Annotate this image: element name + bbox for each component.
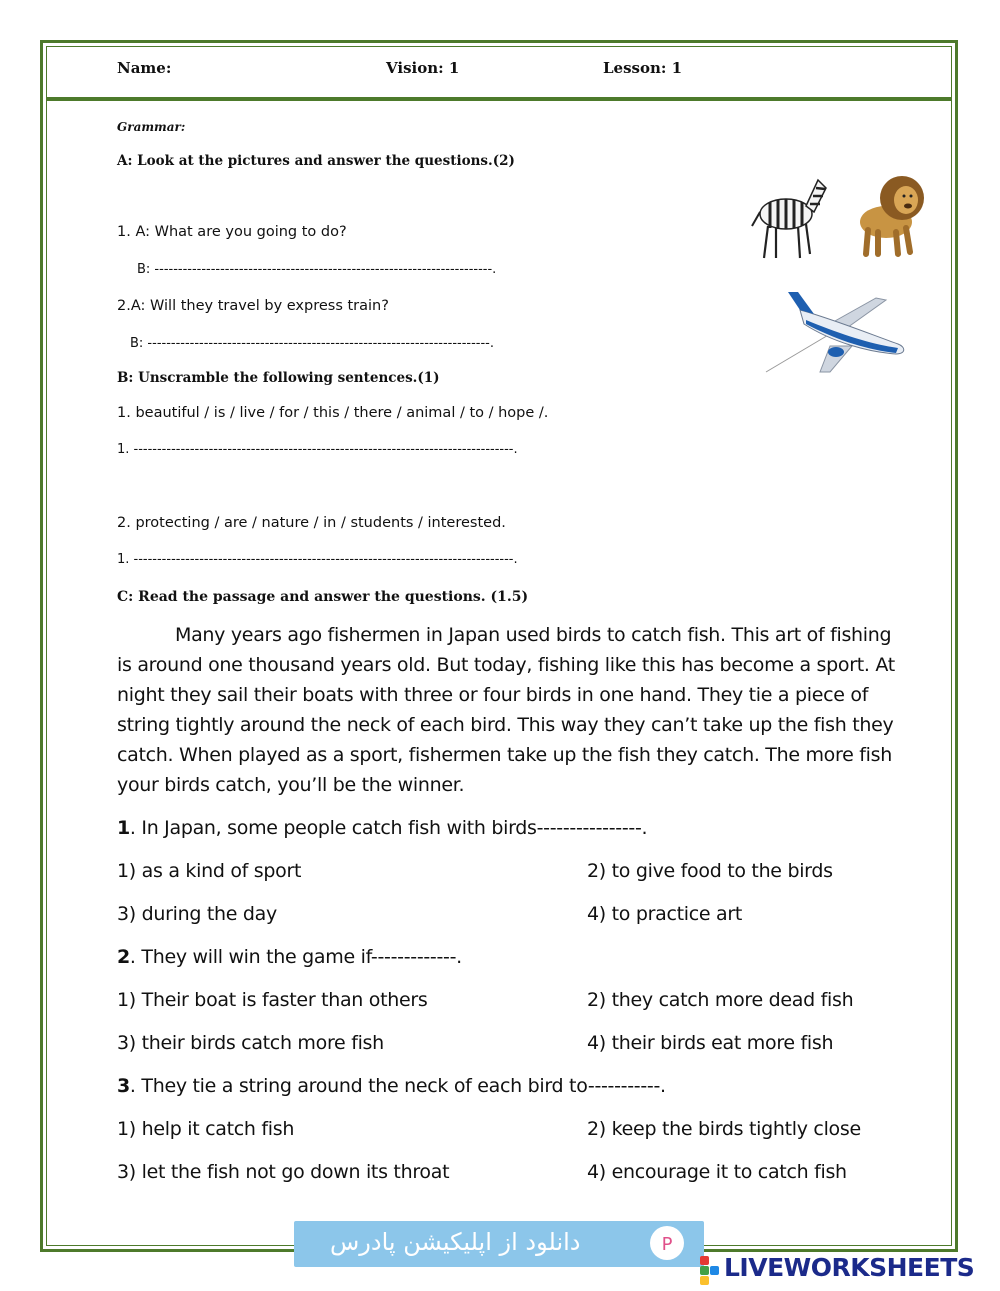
question-2 bbox=[117, 946, 462, 968]
header-divider bbox=[46, 97, 952, 101]
lion-picture bbox=[852, 172, 928, 258]
section-a-question-2: 2.A: Will they travel by express train? bbox=[117, 298, 389, 314]
question-2-number: 2 bbox=[117, 946, 130, 968]
liveworksheets-logo-icon-e bbox=[700, 1276, 709, 1285]
question-3-option-2[interactable]: 2) keep the birds tightly close bbox=[587, 1118, 861, 1140]
section-b-title: B: Unscramble the following sentences.(1) bbox=[117, 370, 440, 386]
liveworksheets-logo-icon-i bbox=[700, 1266, 709, 1275]
question-3-option-4[interactable]: 4) encourage it to catch fish bbox=[587, 1161, 847, 1183]
question-1-option-1[interactable]: 1) as a kind of sport bbox=[117, 860, 302, 882]
liveworksheets-brand: LIVEWORKSHEETS bbox=[724, 1253, 975, 1282]
section-a-title: A: Look at the pictures and answer the questions.(2) bbox=[117, 153, 515, 169]
section-c-title: C: Read the passage and answer the questions. (1.5) bbox=[117, 589, 529, 605]
section-b-sentence-1: 1. beautiful / is / live / for / this / there / animal / to / hope /. bbox=[117, 405, 549, 421]
question-1-option-2[interactable]: 2) to give food to the birds bbox=[587, 860, 833, 882]
question-1-option-3[interactable]: 3) during the day bbox=[117, 903, 277, 925]
liveworksheets-logo-icon-v bbox=[710, 1266, 719, 1275]
question-2-text: . They will win the game if-------------. bbox=[129, 946, 462, 968]
lesson-label: Lesson: 1 bbox=[603, 59, 683, 77]
question-2-option-4[interactable]: 4) their birds eat more fish bbox=[587, 1032, 834, 1054]
padars-logo-icon bbox=[650, 1226, 684, 1260]
question-3-number: 3 bbox=[117, 1075, 130, 1097]
liveworksheets-logo-icon-l bbox=[700, 1256, 709, 1265]
question-1-option-4[interactable]: 4) to practice art bbox=[587, 903, 743, 925]
padars-banner-text[interactable]: دانلود از اپلیکیشن پادرس bbox=[330, 1228, 581, 1256]
question-1-number: 1 bbox=[117, 817, 130, 839]
vision-label: Vision: 1 bbox=[386, 59, 460, 77]
section-a-question-1: 1. A: What are you going to do? bbox=[117, 224, 347, 240]
grammar-heading: Grammar: bbox=[117, 120, 186, 134]
question-1 bbox=[117, 817, 647, 839]
question-3-option-3[interactable]: 3) let the fish not go down its throat bbox=[117, 1161, 450, 1183]
section-a-answer-1[interactable]: B: ------------------------------------------------------------------------. bbox=[137, 262, 497, 277]
question-3-text: . They tie a string around the neck of each bird to-----------. bbox=[129, 1075, 666, 1097]
section-b-answer-1[interactable]: 1. ---------------------------------------------------------------------------------. bbox=[117, 442, 518, 457]
name-label: Name: bbox=[117, 59, 172, 77]
question-2-option-3[interactable]: 3) their birds catch more fish bbox=[117, 1032, 384, 1054]
question-1-text: . In Japan, some people catch fish with birds----------------. bbox=[129, 817, 648, 839]
airplane-picture bbox=[760, 290, 912, 376]
question-3 bbox=[117, 1075, 666, 1097]
question-2-option-1[interactable]: 1) Their boat is faster than others bbox=[117, 989, 428, 1011]
zebra-picture bbox=[740, 166, 830, 262]
reading-passage: Many years ago fishermen in Japan used birds to catch fish. This art of fishing is around one thousand years old. But today, fishing like this has become a sport. At night they sail their boats with three or four birds in one hand. They tie a piece of string tightly around the neck of each bird. This way they can’t take up the fish they catch. When played as a sport, fishermen take up the fish they catch. The more fish your birds catch, you’ll be the winner. bbox=[117, 624, 895, 796]
question-2-option-2[interactable]: 2) they catch more dead fish bbox=[587, 989, 854, 1011]
section-a-answer-2[interactable]: B: -------------------------------------------------------------------------. bbox=[130, 336, 494, 351]
question-3-option-1[interactable]: 1) help it catch fish bbox=[117, 1118, 295, 1140]
svg-text:P: P bbox=[661, 1234, 673, 1255]
section-b-answer-2[interactable]: 1. ---------------------------------------------------------------------------------. bbox=[117, 552, 518, 567]
section-b-sentence-2: 2. protecting / are / nature / in / students / interested. bbox=[117, 515, 506, 531]
